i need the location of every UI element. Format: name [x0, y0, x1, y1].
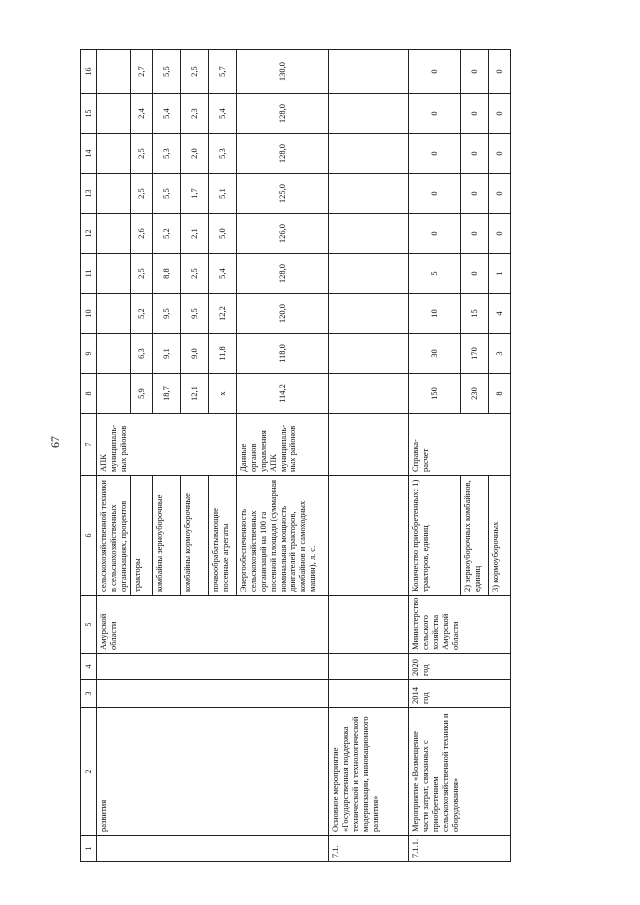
- col-header: 15: [81, 94, 97, 134]
- cell-value: 12,1: [181, 374, 209, 414]
- cell-value: 12,2: [209, 294, 237, 334]
- table-row: [97, 50, 131, 862]
- cell-value: 0: [461, 50, 489, 94]
- col-header: 6: [81, 476, 97, 596]
- cell-empty: [329, 94, 409, 134]
- cell-value: 2,5: [181, 254, 209, 294]
- cell-value: 2,6: [131, 214, 153, 254]
- cell-empty: [329, 214, 409, 254]
- cell-value: 126,0: [237, 214, 329, 254]
- cell-empty: [329, 476, 409, 596]
- page-number: 67: [48, 436, 62, 448]
- cell-value: 0: [489, 50, 511, 94]
- cell-number: 7.1.1.: [409, 836, 511, 862]
- cell-value: 5,3: [153, 134, 181, 174]
- cell-value: 114,2: [237, 374, 329, 414]
- cell-value: 128,0: [237, 254, 329, 294]
- cell-value: 118,0: [237, 334, 329, 374]
- cell-empty: [329, 174, 409, 214]
- cell-executor: Министерство сельского хозяйства Амурской области: [409, 596, 511, 654]
- cell-value: 2,0: [181, 134, 209, 174]
- cell-value: 5,1: [209, 174, 237, 214]
- col-header: 10: [81, 294, 97, 334]
- cell-value: [97, 334, 131, 374]
- cell-value: 9,1: [153, 334, 181, 374]
- cell-name: развития: [97, 708, 329, 836]
- cell-source: АПК муниципаль-ных районов: [97, 414, 237, 476]
- cell-value: 128,0: [237, 134, 329, 174]
- cell-value: 11,8: [209, 334, 237, 374]
- cell-end: 2020 год: [409, 654, 511, 680]
- cell-value: 150: [409, 374, 461, 414]
- cell-value: х: [209, 374, 237, 414]
- cell-value: 0: [489, 134, 511, 174]
- col-header: 5: [81, 596, 97, 654]
- cell-empty: [329, 414, 409, 476]
- cell-value: 0: [409, 174, 461, 214]
- cell-value: 0: [409, 134, 461, 174]
- cell-value: [97, 134, 131, 174]
- cell-value: 2,5: [131, 134, 153, 174]
- cell-value: 5,7: [209, 50, 237, 94]
- cell-value: 2,5: [131, 254, 153, 294]
- col-header: 13: [81, 174, 97, 214]
- col-header: 2: [81, 708, 97, 836]
- cell-value: 8,8: [153, 254, 181, 294]
- cell-name: Основное мероприятие «Государственная поддержка технической и технологической модернизации, инновационного развития»: [329, 708, 409, 836]
- cell-value: 2,5: [181, 50, 209, 94]
- cell-value: 8: [489, 374, 511, 414]
- col-header: 9: [81, 334, 97, 374]
- cell-indicator: сельскохозяйственной техники в сельскохозяйственных организациях, процентов: [97, 476, 131, 596]
- cell-value: 5,4: [209, 254, 237, 294]
- col-header: 4: [81, 654, 97, 680]
- cell-value: 130,0: [237, 50, 329, 94]
- col-header: 8: [81, 374, 97, 414]
- cell-value: 0: [409, 94, 461, 134]
- cell-value: 0: [489, 174, 511, 214]
- cell-start: 2014 год: [409, 680, 511, 708]
- cell-value: 6,3: [131, 334, 153, 374]
- cell-value: 4: [489, 294, 511, 334]
- cell-value: 2,3: [181, 94, 209, 134]
- cell-value: 0: [489, 94, 511, 134]
- col-header: 1: [81, 836, 97, 862]
- program-table-sheet: [80, 50, 620, 862]
- cell-value: [97, 254, 131, 294]
- cell-value: 5,4: [209, 94, 237, 134]
- cell-value: 0: [409, 214, 461, 254]
- col-header: 11: [81, 254, 97, 294]
- cell-value: 5,5: [153, 174, 181, 214]
- cell-value: 5,9: [131, 374, 153, 414]
- cell-value: 18,7: [153, 374, 181, 414]
- cell-value: 2,4: [131, 94, 153, 134]
- cell-empty: [329, 596, 409, 654]
- cell-value: 3: [489, 334, 511, 374]
- cell-value: 0: [461, 174, 489, 214]
- cell-empty: [329, 50, 409, 94]
- cell-empty: [329, 254, 409, 294]
- cell-number: [97, 836, 329, 862]
- cell-value: [97, 214, 131, 254]
- col-header: 7: [81, 414, 97, 476]
- cell-value: 170: [461, 334, 489, 374]
- cell-number: 7.1.: [329, 836, 409, 862]
- cell-value: 1,7: [181, 174, 209, 214]
- cell-value: [97, 94, 131, 134]
- col-header: 12: [81, 214, 97, 254]
- cell-indicator: 3) кормоуборочных: [489, 476, 511, 596]
- cell-value: 9,5: [153, 294, 181, 334]
- cell-indicator: 2) зерноуборочных комбайнов, единиц: [461, 476, 489, 596]
- cell-value: 2,5: [131, 174, 153, 214]
- cell-end: [97, 654, 329, 680]
- cell-value: 0: [461, 134, 489, 174]
- cell-value: 0: [461, 214, 489, 254]
- cell-value: 5,0: [209, 214, 237, 254]
- cell-value: 2,7: [131, 50, 153, 94]
- cell-value: [97, 294, 131, 334]
- table-row: [409, 50, 461, 862]
- cell-value: 5,4: [153, 94, 181, 134]
- cell-value: 0: [489, 214, 511, 254]
- cell-value: 120,0: [237, 294, 329, 334]
- cell-start: [97, 680, 329, 708]
- cell-value: [97, 374, 131, 414]
- cell-empty: [329, 680, 409, 708]
- cell-source: Справка-расчет: [409, 414, 511, 476]
- cell-value: 128,0: [237, 94, 329, 134]
- cell-value: 9,0: [181, 334, 209, 374]
- cell-indicator: комбайны зерноуборочные: [153, 476, 181, 596]
- cell-indicator: тракторы: [131, 476, 153, 596]
- cell-value: 5,3: [209, 134, 237, 174]
- cell-executor: Амурской области: [97, 596, 329, 654]
- cell-value: [97, 50, 131, 94]
- column-number-row: [81, 50, 97, 862]
- cell-value: 0: [461, 254, 489, 294]
- cell-indicator: Количество приобретенных: 1) тракторов, единиц: [409, 476, 461, 596]
- col-header: 16: [81, 50, 97, 94]
- cell-value: 5,2: [153, 214, 181, 254]
- col-header: 14: [81, 134, 97, 174]
- cell-indicator: почвообрабатывающие посевные агрегаты: [209, 476, 237, 596]
- cell-empty: [329, 294, 409, 334]
- cell-value: 5,5: [153, 50, 181, 94]
- cell-value: 2,1: [181, 214, 209, 254]
- cell-value: 230: [461, 374, 489, 414]
- cell-value: 125,0: [237, 174, 329, 214]
- col-header: 3: [81, 680, 97, 708]
- cell-value: 9,5: [181, 294, 209, 334]
- cell-value: [97, 174, 131, 214]
- indicators-table: [80, 49, 511, 862]
- cell-value: 1: [489, 254, 511, 294]
- cell-empty: [329, 334, 409, 374]
- cell-value: 5: [409, 254, 461, 294]
- cell-name: Мероприятие «Возмещение части затрат, связанных с приобретением сельскохозяйственной техники и оборудования»: [409, 708, 511, 836]
- table-row: [329, 50, 409, 862]
- cell-value: 0: [409, 50, 461, 94]
- cell-value: 0: [461, 94, 489, 134]
- cell-value: 10: [409, 294, 461, 334]
- cell-value: 5,2: [131, 294, 153, 334]
- cell-value: 15: [461, 294, 489, 334]
- cell-empty: [329, 374, 409, 414]
- cell-empty: [329, 654, 409, 680]
- cell-value: 30: [409, 334, 461, 374]
- cell-indicator: комбайны кормоуборочные: [181, 476, 209, 596]
- cell-empty: [329, 134, 409, 174]
- cell-source: Данные органов управления АПК муниципаль-ных районов: [237, 414, 329, 476]
- cell-indicator: Энергообеспеченность сельскохозяйственных организаций на 100 га посевной площади (суммарная номинальная мощность двигателей тракторов, комбайнов и самоходных машин), л. с.: [237, 476, 329, 596]
